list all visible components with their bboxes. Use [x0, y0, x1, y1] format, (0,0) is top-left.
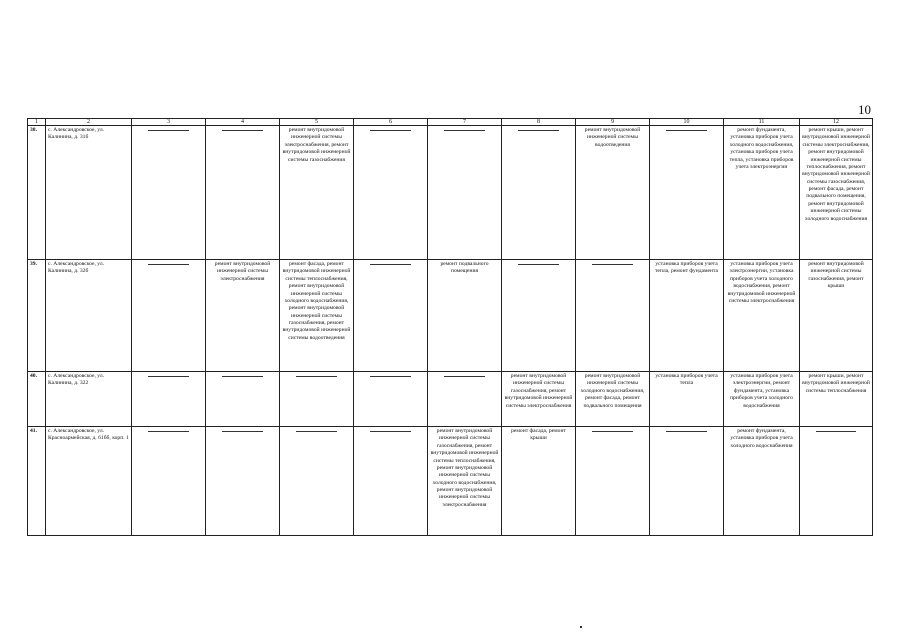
dash-mark — [148, 376, 189, 377]
address-cell: с. Александровское, ул. Калинина, д. 32б — [46, 260, 132, 372]
column-header: 11 — [724, 119, 800, 126]
row-number-cell: 41. — [28, 427, 46, 536]
dash-mark — [444, 376, 485, 377]
dash-mark — [518, 264, 559, 265]
table-body — [28, 126, 873, 536]
work-cell: установка приборов учета электроэнергии, ремонт фундамента, установка приборов учета холодного водоснабжения — [724, 372, 800, 427]
dash-mark — [370, 130, 411, 131]
work-cell: ремонт внутридомовой инженерной системы электроснабжения, ремонт внутридомовой инженерной системы газоснабжения — [280, 126, 354, 260]
dash-mark — [444, 130, 485, 131]
row-number-cell: 40. — [28, 372, 46, 427]
work-cell: ремонт крыши, ремонт внутридомовой инженерной системы электроснабжения, ремонт внутридомовой инженерной системы теплоснабжения, ремонт внутридомовой инженерной системы газоснабжения, ремонт фасада, ремонт подвального помещения, ремонт внутридомовой инженерной системы холодного водоснабжения — [800, 126, 873, 260]
work-cell: ремонт внутридомовой инженерной системы газоснабжения, ремонт внутридомовой инженерной системы теплоснабжения, ремонт внутридомовой инженерной системы холодного водоснабжения, ремонт внутридомовой инженерной системы электроснабжения — [428, 427, 502, 536]
dash-mark — [148, 264, 189, 265]
work-cell: ремонт подвального помещения — [428, 260, 502, 372]
scan-artifact-dot — [580, 626, 582, 628]
dash-mark — [370, 264, 411, 265]
empty-cell — [354, 260, 428, 372]
address-cell: с. Александровское, ул. Калинина, д. 322 — [46, 372, 132, 427]
table-row — [28, 260, 873, 372]
empty-cell — [206, 126, 280, 260]
column-header: 3 — [132, 119, 206, 126]
table-row — [28, 372, 873, 427]
empty-cell — [502, 260, 576, 372]
empty-cell — [428, 372, 502, 427]
empty-cell — [132, 260, 206, 372]
table-row — [28, 427, 873, 536]
column-header: 5 — [280, 119, 354, 126]
dash-mark — [592, 431, 633, 432]
dash-mark — [222, 130, 263, 131]
empty-cell — [354, 126, 428, 260]
empty-cell — [132, 427, 206, 536]
dash-mark — [148, 431, 189, 432]
table-header-row — [28, 119, 873, 126]
work-cell: ремонт фундамента, установка приборов учета холодного водоснабжения, установка приборов учета тепла, установка приборов учета электроэнергии — [724, 126, 800, 260]
work-cell: ремонт внутридомовой инженерной системы холодного водоснабжения, ремонт фасада, ремонт подвального помещения — [576, 372, 650, 427]
dash-mark — [816, 431, 857, 432]
dash-mark — [370, 431, 411, 432]
work-cell: ремонт внутридомовой инженерной системы электроснабжения — [206, 260, 280, 372]
empty-cell — [132, 372, 206, 427]
work-cell: ремонт внутридомовой инженерной системы газоснабжения, ремонт внутридомовой инженерной системы электроснабжения — [502, 372, 576, 427]
empty-cell — [132, 126, 206, 260]
work-cell: установка приборов учета электроэнергии, установка приборов учета холодного водоснабжения, ремонт внутридомовой инженерной системы электроснабжения — [724, 260, 800, 372]
column-header: 7 — [428, 119, 502, 126]
column-header: 9 — [576, 119, 650, 126]
table-row — [28, 126, 873, 260]
work-cell: ремонт крыши, ремонт внутридомовой инженерной системы теплоснабжения — [800, 372, 873, 427]
column-header: 8 — [502, 119, 576, 126]
empty-cell — [502, 126, 576, 260]
column-header: 2 — [46, 119, 132, 126]
address-cell: с. Александровское, ул. Калинина, д. 31б — [46, 126, 132, 260]
column-header: 1 — [28, 119, 46, 126]
empty-cell — [206, 427, 280, 536]
empty-cell — [650, 126, 724, 260]
empty-cell — [576, 427, 650, 536]
empty-cell — [354, 427, 428, 536]
dash-mark — [592, 264, 633, 265]
page-number: 10 — [858, 102, 871, 117]
work-cell: ремонт фундамента, установка приборов учета холодного водоснабжения — [724, 427, 800, 536]
column-header: 6 — [354, 119, 428, 126]
row-number-cell: 38. — [28, 126, 46, 260]
column-header: 12 — [800, 119, 873, 126]
empty-cell — [280, 372, 354, 427]
column-header: 4 — [206, 119, 280, 126]
dash-mark — [666, 130, 707, 131]
empty-cell — [206, 372, 280, 427]
empty-cell — [800, 427, 873, 536]
dash-mark — [222, 376, 263, 377]
work-schedule-table — [27, 118, 873, 536]
dash-mark — [370, 376, 411, 377]
dash-mark — [296, 431, 337, 432]
dash-mark — [222, 431, 263, 432]
dash-mark — [148, 130, 189, 131]
dash-mark — [296, 376, 337, 377]
column-header: 10 — [650, 119, 724, 126]
empty-cell — [280, 427, 354, 536]
empty-cell — [428, 126, 502, 260]
empty-cell — [650, 427, 724, 536]
work-cell: ремонт внутридомовой инженерной системы газоснабжения, ремонт крыши — [800, 260, 873, 372]
work-cell: ремонт фасада, ремонт крыши — [502, 427, 576, 536]
work-cell: установка приборов учета тепла, ремонт фундамента — [650, 260, 724, 372]
empty-cell — [576, 260, 650, 372]
dash-mark — [666, 431, 707, 432]
address-cell: с. Александровское, ул. Красноармейская, д. 61бб, корп. 1 — [46, 427, 132, 536]
work-cell: ремонт фасада, ремонт внутридомовой инженерной системы теплоснабжения, ремонт внутридомовой инженерной системы холодного водоснабжения, ремонт внутридомовой инженерной системы газоснабжения, ремонт внутридомовой инженерной системы водоотведения — [280, 260, 354, 372]
work-cell: ремонт внутридомовой инженерной системы водоотведения — [576, 126, 650, 260]
empty-cell — [354, 372, 428, 427]
dash-mark — [518, 130, 559, 131]
row-number-cell: 39. — [28, 260, 46, 372]
work-cell: установка приборов учета тепла — [650, 372, 724, 427]
